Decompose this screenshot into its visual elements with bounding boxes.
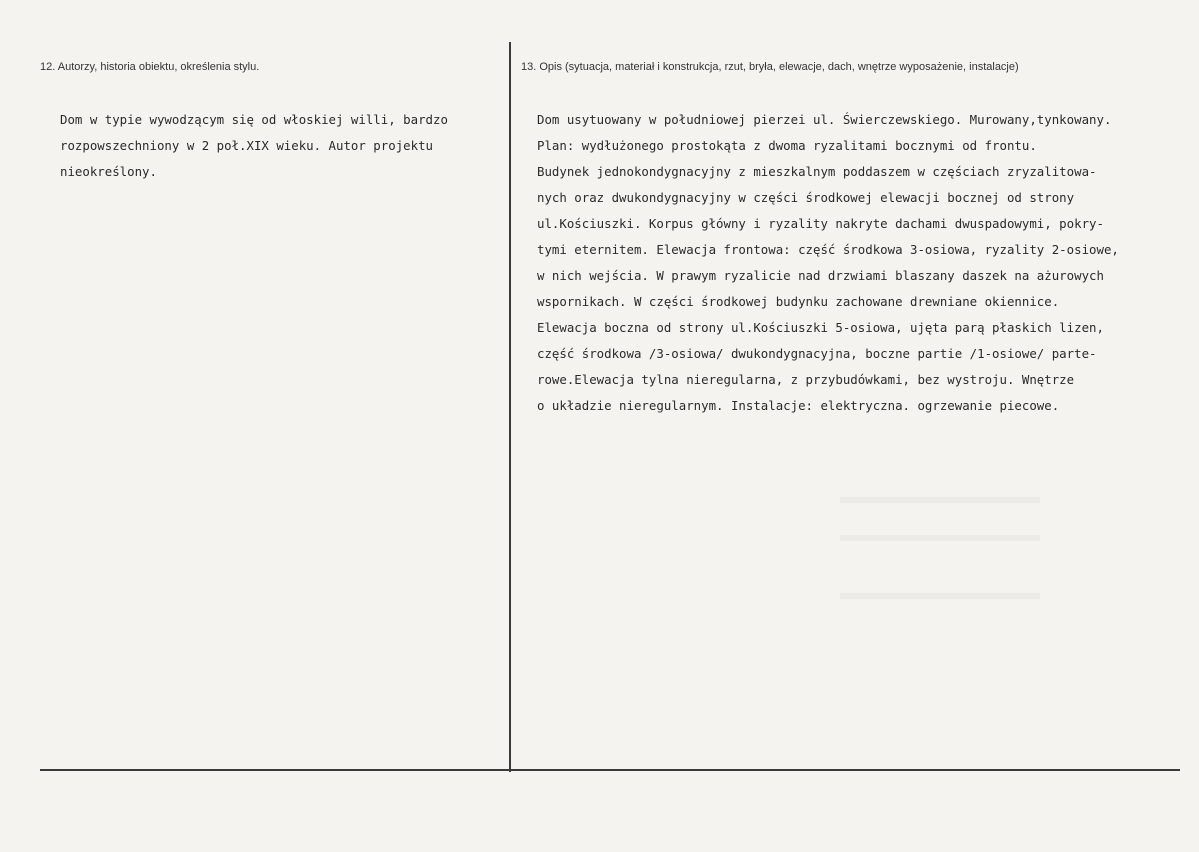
text-line: rozpowszechniony w 2 poł.XIX wieku. Autor projektu <box>60 138 433 153</box>
text-line: nych oraz dwukondygnacyjny w części środkowej elewacji bocznej od strony <box>537 190 1075 205</box>
section-13-heading: 13. Opis (sytuacja, materiał i konstrukcja, rzut, bryła, elewacje, dach, wnętrze wyposażenie, instalacje) <box>521 61 1019 73</box>
text-line: Dom usytuowany w południowej pierzei ul. Świerczewskiego. Murowany,tynkowany. <box>537 112 1112 127</box>
section-13-text <box>537 107 1119 419</box>
text-line: w nich wejścia. W prawym ryzalicie nad drzwiami blaszany daszek na ażurowych <box>537 268 1104 283</box>
text-line: wspornikach. W części środkowej budynku zachowane drewniane okiennice. <box>537 294 1060 309</box>
column-divider <box>509 42 511 772</box>
text-line: o układzie nieregularnym. Instalacje: elektryczna. ogrzewanie piecowe. <box>537 398 1060 413</box>
show-through-mark <box>840 535 1040 541</box>
text-line: ul.Kościuszki. Korpus główny i ryzality nakryte dachami dwuspadowymi, pokry- <box>537 216 1104 231</box>
text-line: rowe.Elewacja tylna nieregularna, z przybudówkami, bez wystroju. Wnętrze <box>537 372 1075 387</box>
section-12-heading: 12. Autorzy, historia obiektu, określenia stylu. <box>40 61 260 73</box>
text-line: Plan: wydłużonego prostokąta z dwoma ryzalitami bocznymi od frontu. <box>537 138 1037 153</box>
text-line: nieokreślony. <box>60 164 157 179</box>
text-line: Budynek jednokondygnacyjny z mieszkalnym poddaszem w częściach zryzalitowa- <box>537 164 1097 179</box>
text-line: Dom w typie wywodzącym się od włoskiej willi, bardzo <box>60 112 448 127</box>
show-through-mark <box>840 593 1040 599</box>
text-line: część środkowa /3-osiowa/ dwukondygnacyjna, boczne partie /1-osiowe/ parte- <box>537 346 1097 361</box>
text-line: Elewacja boczna od strony ul.Kościuszki 5-osiowa, ujęta parą płaskich lizen, <box>537 320 1104 335</box>
section-12-text <box>60 107 448 185</box>
bottom-rule <box>40 769 1180 771</box>
show-through-mark <box>840 497 1040 503</box>
text-line: tymi eternitem. Elewacja frontowa: część środkowa 3-osiowa, ryzality 2-osiowe, <box>537 242 1119 257</box>
